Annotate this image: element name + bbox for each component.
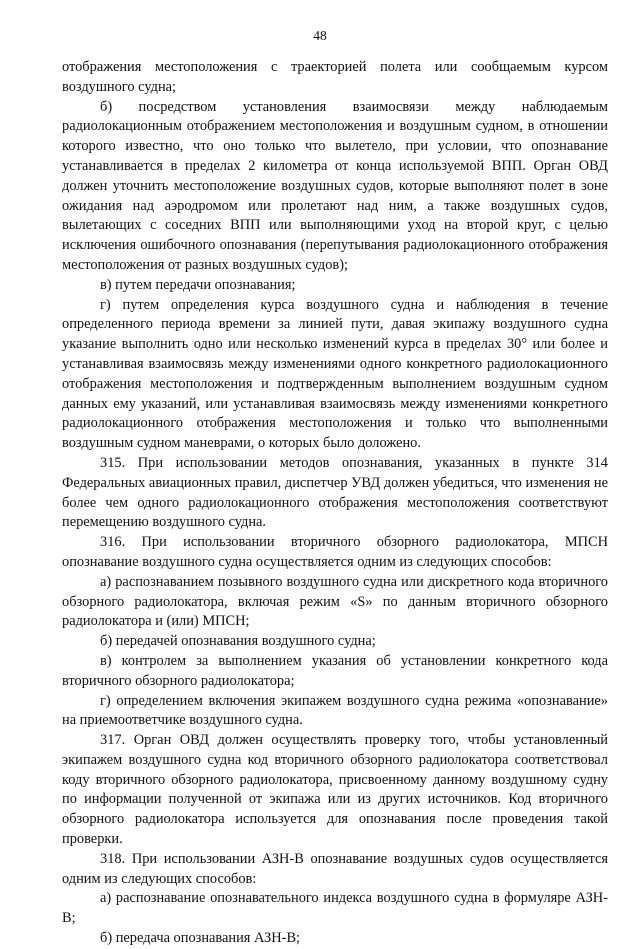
paragraph: а) распознавание опознавательного индекса воздушного судна в формуляре АЗН-В; — [62, 890, 608, 927]
paragraph: 317. Орган ОВД должен осуществлять проверку того, чтобы установленный экипажем воздушного судна код вторичного обзорного радиолокатора соответствовал коду вторичного обзорного радиолокатора, присвоенному данному воздушному судну по информации полученной от экипажа или из других источников. Код вторичного обзорного радиолокатора используется для опознавания после проведения такой проверки. — [62, 732, 608, 848]
paragraph: в) контролем за выполнением указания об установлении конкретного кода вторичного обзорного радиолокатора; — [62, 652, 608, 689]
document-body — [62, 58, 608, 949]
paragraph: б) передачей опознавания воздушного судна; — [100, 633, 376, 650]
paragraph: а) распознаванием позывного воздушного судна или дискретного кода вторичного обзорного радиолокатора, включая режим «S» по данным вторичного обзорного радиолокатора и (или) МПСН; — [62, 573, 608, 630]
paragraph: 316. При использовании вторичного обзорного радиолокатора, МПСН опознавание воздушного судна осуществляется одним из следующих способов: — [62, 534, 608, 570]
paragraph: г) путем определения курса воздушного судна и наблюдения в течение определенного периода времени за линией пути, давая экипажу воздушного судна указание выполнить одно или несколько изменений курса в пределах 30° или более и устанавливая взаимосвязь между изменениями одного конкретного радиолокационного отображения местоположения и подтвержденным выполнением воздушным судном данных ему указаний, или устанавливая взаимосвязь между изменениями конкретного радиолокационного отображения местоположения и только что выполненными воздушным судном маневрами, о которых было доложено. — [62, 296, 608, 452]
paragraph: 315. При использовании методов опознавания, указанных в пункте 314 Федеральных авиационных правил, диспетчер УВД должен убедиться, что изменения не более чем одного радиолокационного отображения местоположения соответствуют перемещению воздушного судна. — [62, 454, 608, 531]
paragraph: б) посредством установления взаимосвязи между наблюдаемым радиолокационным отображением местоположения и воздушным судном, в отношении которого известно, что оно только что вылетело, при условии, что опознавание устанавливается в пределах 2 километра от конца используемой ВПП. Орган ОВД должен уточнить местоположение воздушных судов, которые выполняют полет в зоне ожидания над аэродромом или пролетают над ним, а также воздушных судов, вылетающих с соседних ВПП или выполняющими уход на второй круг, с целью исключения ошибочного опознавания (перепутывания радиолокационного отображения местоположения от разных воздушных судов); — [62, 98, 608, 273]
paragraph: г) определением включения экипажем воздушного судна режима «опознавание» на приемоответчике воздушного судна. — [62, 692, 608, 729]
page-number: 48 — [313, 28, 327, 43]
paragraph: б) передача опознавания АЗН-В; — [100, 930, 301, 947]
paragraph: в) путем передачи опознавания; — [100, 276, 296, 293]
paragraph: 318. При использовании АЗН-В опознавание воздушных судов осуществляется одним из следующих способов: — [62, 850, 608, 887]
paragraph: отображения местоположения с траекторией полета или сообщаемым курсом воздушного судна; — [62, 59, 608, 95]
